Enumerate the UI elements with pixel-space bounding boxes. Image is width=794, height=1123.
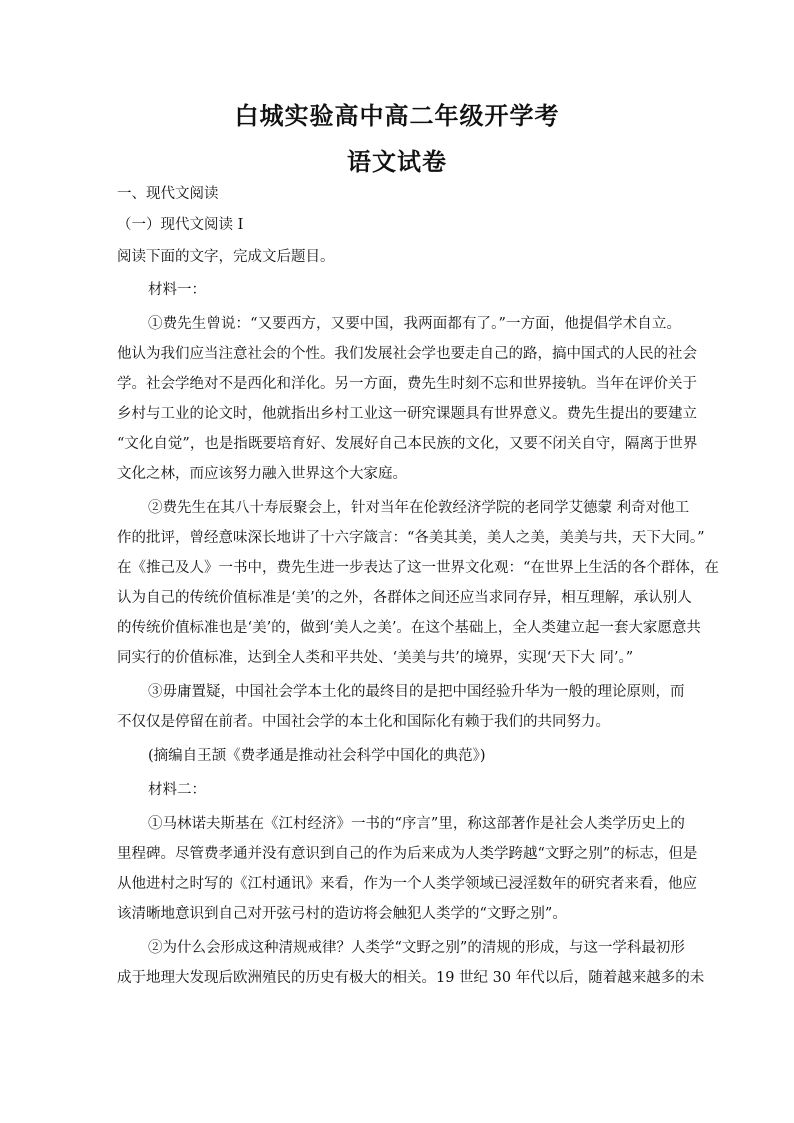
paragraph-line: ①马林诺夫斯基在《江村经济》一书的“序言”里，称这部著作是社会人类学历史上的 bbox=[148, 816, 685, 832]
paragraph-line: 成于地理大发现后欧洲殖民的历史有极大的相关。19 世纪 30 年代以后，随着越来越多的未 bbox=[117, 970, 705, 986]
paragraph-line: ②为什么会形成这种清规戒律？人类学“文野之别”的清规的形成，与这一学科最初形 bbox=[148, 940, 685, 956]
paragraph-line: 的传统价值标准也是‘美’的，做到‘美人之美’。在这个基础上，全人类建立起一套大家愿意共 bbox=[117, 620, 701, 636]
paragraph-line: 文化之林，而应该努力融入世界这个大家庭。 bbox=[117, 466, 407, 482]
instruction-text: 阅读下面的文字，完成文后题目。 bbox=[117, 249, 335, 265]
paragraph-line: “文化自觉”，也是指既要培育好、发展好自己本民族的文化，又要不闭关自守，隔离于世界 bbox=[117, 436, 698, 452]
paragraph-line: 不仅仅是停留在前者。中国社会学的本土化和国际化有赖于我们的共同努力。 bbox=[117, 714, 610, 730]
section-heading: 一、现代文阅读 bbox=[117, 186, 219, 202]
paragraph-line: 从他进村之时写的《江村通讯》来看，作为一个人类学领域已浸淫数年的研究者来看，他应 bbox=[117, 876, 697, 892]
paragraph-line: ③毋庸置疑，中国社会学本土化的最终目的是把中国经验升华为一般的理论原则，而 bbox=[148, 684, 685, 700]
exam-title: 白城实验高中高二年级开学考 bbox=[234, 102, 560, 130]
paragraph-line: 在《推己及人》一书中，费先生进一步表达了这一世界文化观：“在世界上生活的各个群体，在 bbox=[117, 560, 719, 576]
exam-subtitle: 语文试卷 bbox=[347, 148, 447, 176]
paragraph-line: ②费先生在其八十寿辰聚会上，针对当年在伦敦经济学院的老同学艾德蒙 利奇对他工 bbox=[148, 500, 690, 516]
paragraph-line: 学。社会学绝对不是西化和洋化。另一方面，费先生时刻不忘和世界接轨。当年在评价关于 bbox=[117, 376, 697, 392]
paragraph-line: 他认为我们应当注意社会的个性。我们发展社会学也要走自己的路，搞中国式的人民的社会 bbox=[117, 346, 697, 362]
paragraph-line: ①费先生曾说：“又要西方，又要中国，我两面都有了。”一方面，他提倡学术自立。 bbox=[148, 316, 681, 332]
paragraph-line: 同实行的价值标准，达到全人类和平共处、‘美美与共’的境界，实现‘天下大 同’。” bbox=[117, 650, 634, 666]
paragraph-line: 认为自己的传统价值标准是‘美’的之外，各群体之间还应当求同存异，相互理解，承认别人 bbox=[117, 590, 692, 606]
material-label: 材料一： bbox=[148, 282, 206, 298]
subsection-heading: （一）现代文阅读 I bbox=[117, 217, 244, 233]
source-citation: (摘编自王颉《费孝通是推动社会科学中国化的典范》) bbox=[148, 748, 486, 764]
paragraph-line: 作的批评，曾经意味深长地讲了十六字箴言：“各美其美，美人之美，美美与共，天下大同。” bbox=[117, 530, 705, 546]
paragraph-line: 里程碑。尽管费孝通并没有意识到自己的作为后来成为人类学跨越“文野之别”的标志，但是 bbox=[117, 846, 698, 862]
material-label: 材料二： bbox=[148, 782, 206, 798]
paragraph-line: 乡村与工业的论文时，他就指出乡村工业这一研究课题具有世界意义。费先生提出的要建立 bbox=[117, 406, 697, 422]
paragraph-line: 该清晰地意识到自己对开弦弓村的造访将会触犯人类学的“文野之别”。 bbox=[117, 906, 567, 922]
